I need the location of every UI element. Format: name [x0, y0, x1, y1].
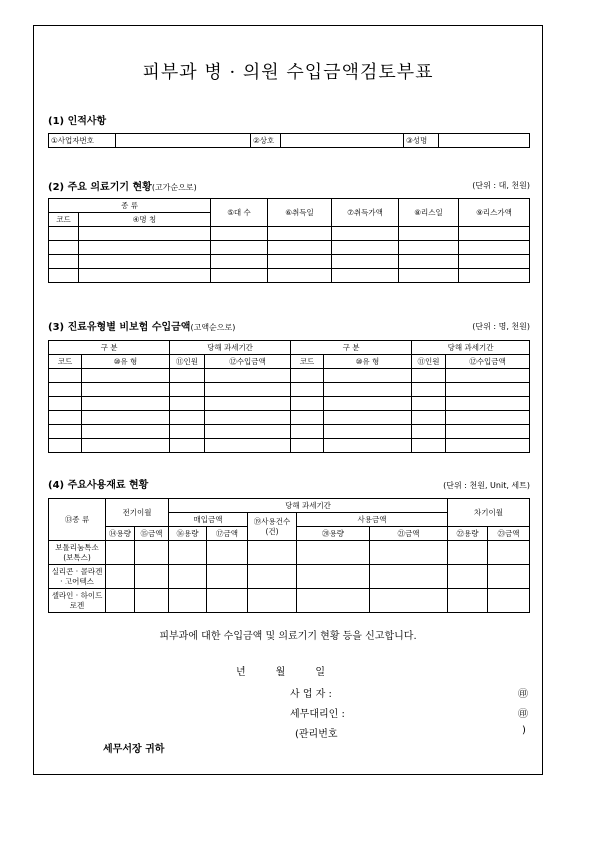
date-line: 년 월 일	[236, 667, 325, 678]
col-prev-carryover: 전기이월	[106, 499, 169, 527]
table-row[interactable]	[49, 397, 530, 411]
agent-seal[interactable]: ㊞	[518, 709, 528, 720]
table-row[interactable]	[49, 439, 530, 453]
col-next-carryover: 차기이월	[448, 499, 530, 527]
col-equipment-name: ④명 칭	[79, 213, 211, 227]
col-current-period: 당해 과세기간	[169, 499, 448, 513]
col-type: ⑩유 형	[324, 355, 412, 369]
personal-info-table	[48, 133, 530, 148]
col-code: 코드	[49, 213, 79, 227]
col-prev-qty: ⑭용량	[106, 527, 135, 541]
business-label: 사 업 자 :	[290, 689, 332, 700]
table-row[interactable]	[49, 255, 530, 269]
section3-unit: (단위 : 명, 천원)	[472, 322, 530, 331]
agent-label: 세무대리인 :	[290, 709, 345, 720]
business-seal[interactable]: ㊞	[518, 689, 528, 700]
col-code: 코드	[291, 355, 324, 369]
col-lease-price: ⑨리스가액	[459, 199, 530, 227]
type-group-header-left: 구 분	[49, 341, 170, 355]
table-row[interactable]	[49, 425, 530, 439]
material-saline: 셀라인 · 하이드로겐	[49, 589, 106, 613]
col-acquired-price: ⑦취득가액	[332, 199, 399, 227]
section4-title: (4) 주요사용재료 현황	[48, 480, 149, 491]
declaration-text: 피부과에 대한 수입금액 및 의료기기 현황 등을 신고합니다.	[159, 631, 417, 642]
period-group-header-left: 당해 과세기간	[170, 341, 291, 355]
col-purchase-qty: ⑯용량	[169, 527, 207, 541]
type-group-header-right: 구 분	[291, 341, 412, 355]
table-row[interactable]	[49, 383, 530, 397]
col-count: ⑤대 수	[211, 199, 268, 227]
equipment-group-header: 종 류	[49, 199, 211, 213]
table-row[interactable]	[49, 541, 530, 565]
table-row[interactable]	[49, 565, 530, 589]
col-people: ⑪인원	[170, 355, 205, 369]
col-prev-amount: ⑮금액	[135, 527, 169, 541]
section1-title: (1) 인적사항	[48, 116, 107, 127]
col-amount: ⑫수입금액	[446, 355, 530, 369]
company-name-field[interactable]	[281, 134, 404, 148]
table-row[interactable]	[49, 589, 530, 613]
table-row[interactable]	[49, 241, 530, 255]
col-lease-date: ⑧리스일	[399, 199, 459, 227]
person-name-field[interactable]	[439, 134, 530, 148]
section4-unit: (단위 : 천원, Unit, 세트)	[443, 481, 530, 490]
company-name-label: ②상호	[251, 134, 281, 148]
col-amount: ⑫수입금액	[205, 355, 291, 369]
business-number-field[interactable]	[116, 134, 251, 148]
period-group-header-right: 당해 과세기간	[412, 341, 530, 355]
section3-title: (3) 진료유형별 비보험 수입금액(고액순으로)	[48, 322, 236, 333]
form-title: 피부과 병 · 의원 수입금액검토부표	[142, 62, 434, 83]
col-people: ⑪인원	[412, 355, 446, 369]
col-next-amount: ㉓금액	[488, 527, 530, 541]
materials-table	[48, 498, 530, 613]
col-purchase-amt: ⑰금액	[207, 527, 248, 541]
col-use-amount: 사용금액	[297, 513, 448, 527]
person-name-label: ③성명	[404, 134, 439, 148]
col-acquired-date: ⑥취득일	[268, 199, 332, 227]
table-row[interactable]	[49, 227, 530, 241]
management-number-label: (관리번호	[295, 729, 338, 740]
section2-unit: (단위 : 대, 천원)	[472, 181, 530, 190]
business-number-label: ①사업자번호	[49, 134, 116, 148]
col-type: ⑩유 형	[82, 355, 170, 369]
col-use-qty: ⑳용량	[297, 527, 370, 541]
col-use-count: ⑲사용건수 (건)	[248, 513, 297, 541]
material-silicone: 실리콘 · 콜라겐 · 고어텍스	[49, 565, 106, 589]
addressee: 세무서장 귀하	[103, 744, 165, 755]
section2-title: (2) 주요 의료기기 현황(고가순으로)	[48, 182, 197, 193]
table-row[interactable]	[49, 269, 530, 283]
noninsured-income-table	[48, 340, 530, 453]
col-purchase-amount: 매입금액	[169, 513, 248, 527]
col-next-qty: ㉒용량	[448, 527, 488, 541]
management-number-close: )	[522, 725, 526, 736]
col-code: 코드	[49, 355, 82, 369]
material-botox: 보톨리눔톡소 (보톡스)	[49, 541, 106, 565]
medical-equipment-table	[48, 198, 530, 283]
table-row[interactable]	[49, 411, 530, 425]
col-material-type: ⑬종 류	[49, 499, 106, 541]
col-use-amt: ㉑금액	[370, 527, 448, 541]
table-row[interactable]	[49, 369, 530, 383]
